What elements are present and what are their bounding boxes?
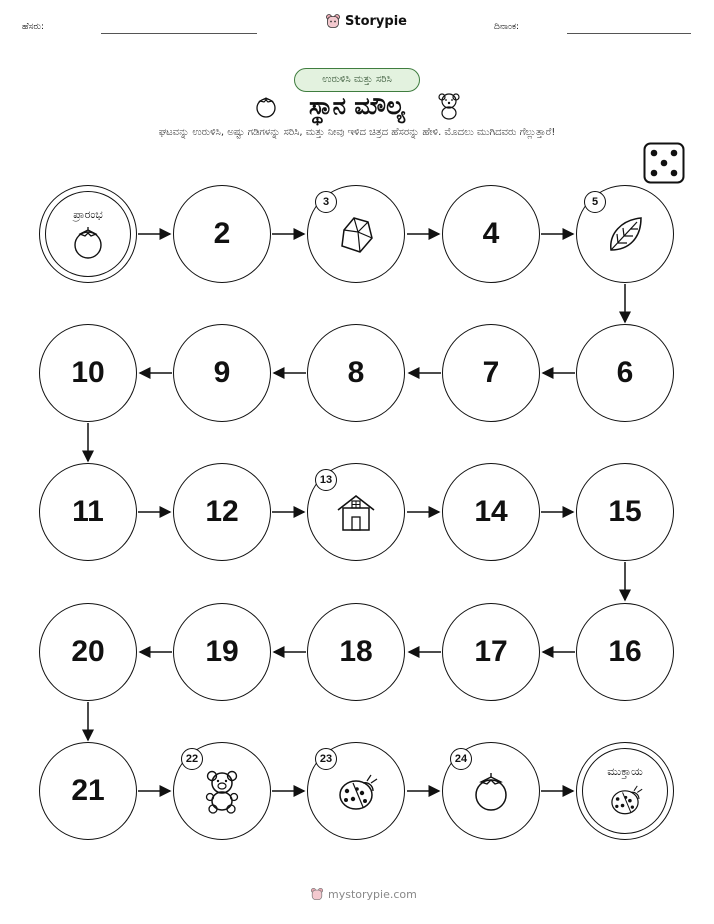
cell-number: 11 xyxy=(72,495,104,528)
start-label: ಪ್ರಾರಂಭ xyxy=(73,208,103,221)
board-cell xyxy=(307,324,405,422)
board-cell xyxy=(173,185,271,283)
board-cell xyxy=(442,463,540,561)
cell-number-badge: 22 xyxy=(181,748,203,770)
cell-number: 7 xyxy=(482,356,500,389)
date-label: ದಿನಾಂಕ: xyxy=(494,22,520,32)
ladybug-icon xyxy=(605,781,645,817)
board-cell xyxy=(39,463,137,561)
cell-number: 19 xyxy=(205,635,239,668)
cell-number: 20 xyxy=(71,635,105,668)
board-cell xyxy=(39,324,137,422)
board-cell xyxy=(307,603,405,701)
footer-url[interactable]: mystorypie.com xyxy=(328,887,417,901)
board-cell xyxy=(173,603,271,701)
cell-number: 21 xyxy=(71,774,105,807)
finish-label: ಮುಕ್ತಾಯ xyxy=(607,765,643,778)
title-text: ಸ್ಥಾನ ಮೌಲ್ಯ xyxy=(309,92,405,120)
board-cell xyxy=(442,324,540,422)
cell-number-badge: 5 xyxy=(584,191,606,213)
cell-number: 8 xyxy=(347,356,365,389)
cell-number-badge: 24 xyxy=(450,748,472,770)
board-cell xyxy=(39,742,137,840)
board-cell xyxy=(39,603,137,701)
cell-number: 2 xyxy=(213,217,231,250)
cell-number: 16 xyxy=(608,635,642,668)
cell-number: 10 xyxy=(71,356,105,389)
cell-number-badge: 23 xyxy=(315,748,337,770)
board-cell xyxy=(576,603,674,701)
brand-name: Storypie xyxy=(345,13,407,29)
cell-number: 17 xyxy=(474,635,508,668)
persimmon-icon xyxy=(70,224,106,260)
subtitle-badge: ಉರುಳಿಸಿ ಮತ್ತು ಸರಿಸಿ xyxy=(294,68,420,92)
board-cell xyxy=(173,324,271,422)
board-cell xyxy=(442,185,540,283)
cell-number: 6 xyxy=(616,356,634,389)
board-cell xyxy=(576,324,674,422)
cell-number: 15 xyxy=(608,495,642,528)
leaf-icon xyxy=(603,212,647,256)
persimmon-icon xyxy=(469,769,513,813)
cell-number: 12 xyxy=(205,495,239,528)
cell-number-badge: 13 xyxy=(315,469,337,491)
finish-cell xyxy=(576,742,674,840)
board-cell xyxy=(576,463,674,561)
start-cell xyxy=(39,185,137,283)
board-cell xyxy=(442,603,540,701)
house-icon xyxy=(334,490,378,534)
footer xyxy=(310,887,417,901)
cell-number: 9 xyxy=(213,356,231,389)
board-cell xyxy=(173,463,271,561)
name-label: ಹೆಸರು: xyxy=(22,22,45,32)
cell-number: 18 xyxy=(339,635,373,668)
ladybug-icon xyxy=(333,769,379,813)
crystal-icon xyxy=(334,212,378,256)
teddy-bear-icon xyxy=(200,768,244,814)
storypie-mascot-icon xyxy=(310,887,324,901)
cell-number: 14 xyxy=(474,495,508,528)
cell-number-badge: 3 xyxy=(315,191,337,213)
instructions: ಘಟವನ್ನು ಉರುಳಿಸಿ, ಅಷ್ಟು ಗಡಿಗಳನ್ನು ಸರಿಸಿ, ಮತ್ತು ನೀವು ಇಳಿದ ಚಿತ್ರದ ಹೆಸರನ್ನು ಹೇಳಿ. ಮೊದಲು ಮುಗಿದವರು ಗೆಲ್ಲುತ್ತಾರೆ! xyxy=(158,127,556,138)
cell-number: 4 xyxy=(482,217,500,250)
